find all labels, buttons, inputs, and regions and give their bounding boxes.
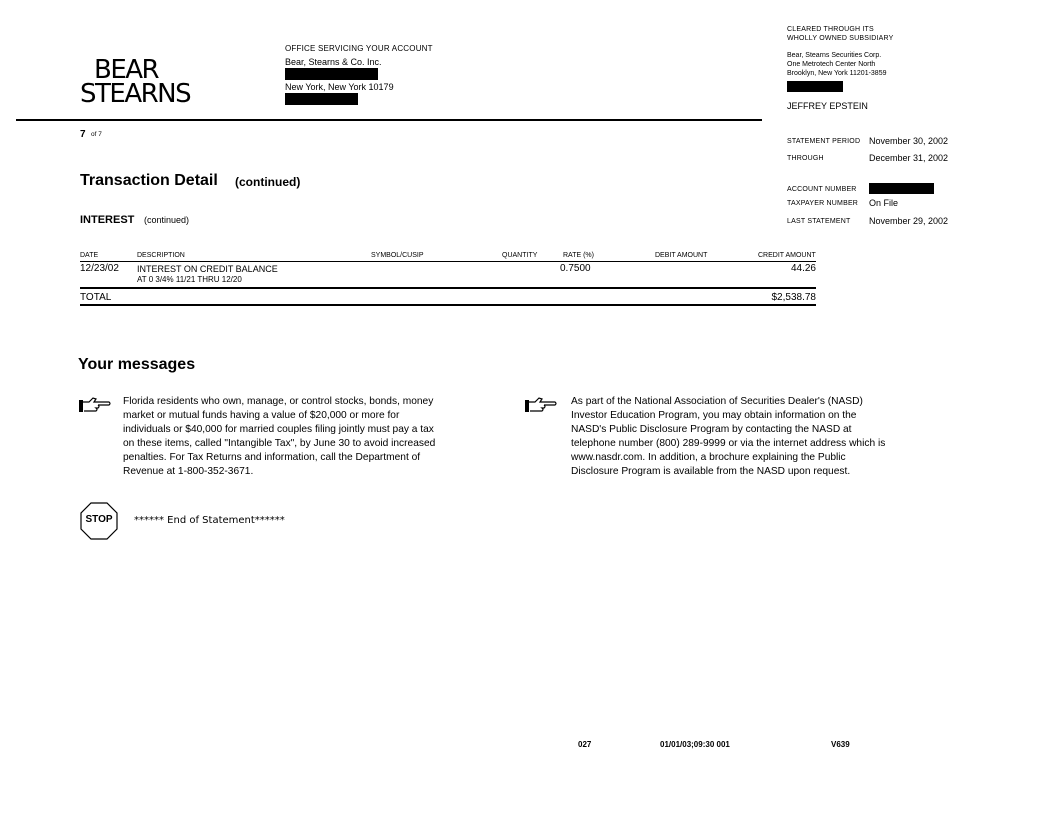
footer-code-3: V639 [831, 740, 850, 749]
section-subtitle: INTEREST [80, 214, 135, 226]
message-line: market or mutual funds having a value of $20,000 or more for [123, 410, 400, 421]
messages-title: Your messages [78, 356, 196, 373]
stop-sign-icon [80, 502, 118, 540]
message-line: telephone number (800) 289-9999 or via the internet address which is [571, 438, 886, 449]
page-number: 7 [80, 129, 86, 140]
message-line: As part of the National Association of Securities Dealer's (NASD) [571, 396, 863, 407]
logo-line-1: BEAR [94, 55, 159, 85]
taxpayer-number-value: On File [869, 198, 899, 208]
client-name: JEFFREY EPSTEIN [787, 101, 868, 111]
message-line: Disclosure Program is available from the NASD upon request. [571, 466, 851, 477]
office-city: New York, New York 10179 [285, 82, 394, 92]
message-line: www.nasdr.com. In addition, a brochure explaining the Public [571, 452, 846, 463]
col-symbol: SYMBOL/CUSIP [371, 252, 424, 259]
col-credit: CREDIT AMOUNT [758, 252, 816, 259]
table-header-rule [80, 261, 816, 262]
clearing-address-2: Brooklyn, New York 11201-3859 [787, 70, 887, 77]
col-date: DATE [80, 252, 99, 259]
message-florida [123, 395, 483, 479]
message-line: NASD's Public Disclosure Program by contacting the NASD at [571, 424, 852, 435]
col-description: DESCRIPTION [137, 252, 185, 259]
pointing-hand-icon [78, 396, 112, 414]
message-line: individuals or $40,000 for married couples filing jointly must pay a tax [123, 424, 434, 435]
header-rule [16, 119, 762, 121]
message-line: penalties. For Tax Returns and information, call the Department of [123, 452, 421, 463]
end-of-statement: ****** End of Statement****** [134, 515, 285, 526]
message-nasd [571, 395, 941, 479]
redaction-office-phone [285, 93, 358, 105]
account-number-label: ACCOUNT NUMBER [787, 186, 857, 193]
redaction-account-number [869, 183, 934, 194]
row-description-2: AT 0 3/4% 11/21 THRU 12/20 [137, 275, 242, 284]
total-bottom-rule [80, 304, 816, 306]
clearing-name: Bear, Stearns Securities Corp. [787, 52, 882, 59]
office-name: Bear, Stearns & Co. Inc. [285, 57, 382, 67]
total-top-rule [80, 287, 816, 289]
total-value: $2,538.78 [771, 292, 816, 303]
through-value: December 31, 2002 [869, 153, 949, 163]
col-quantity: QUANTITY [502, 252, 538, 259]
stop-label: STOP [85, 514, 113, 525]
office-label: OFFICE SERVICING YOUR ACCOUNT [285, 44, 433, 53]
pointing-hand-icon [524, 396, 558, 414]
section-title: Transaction Detail [80, 172, 218, 189]
row-description-1: INTEREST ON CREDIT BALANCE [137, 264, 278, 274]
redaction-office-address [285, 68, 378, 80]
section-subtitle-suffix: (continued) [144, 215, 190, 225]
row-credit: 44.26 [790, 263, 816, 274]
logo-line-2: STEARNS [80, 79, 191, 109]
footer-code-1: 027 [578, 740, 592, 749]
taxpayer-number-label: TAXPAYER NUMBER [787, 200, 859, 207]
col-rate: RATE (%) [563, 252, 594, 259]
message-line: Revenue at 1-800-352-3671. [123, 466, 254, 477]
col-debit: DEBIT AMOUNT [655, 252, 708, 259]
clearing-address-1: One Metrotech Center North [787, 61, 876, 68]
message-line: on these items, called "Intangible Tax", by June 30 to avoid increased [123, 438, 436, 449]
message-line: Florida residents who own, manage, or control stocks, bonds, money [123, 396, 434, 407]
row-date: 12/23/02 [80, 263, 119, 274]
last-statement-value: November 29, 2002 [869, 216, 949, 226]
message-line: Investor Education Program, you may obtain information on the [571, 410, 857, 421]
total-label: TOTAL [80, 292, 112, 303]
footer-code-2: 01/01/03;09:30 001 [660, 740, 730, 749]
statement-period-value: November 30, 2002 [869, 136, 949, 146]
last-statement-label: LAST STATEMENT [787, 218, 851, 225]
cleared-line-2: WHOLLY OWNED SUBSIDIARY [787, 35, 894, 42]
section-title-suffix: (continued) [235, 175, 301, 189]
redaction-client-address [787, 81, 843, 92]
row-rate: 0.7500 [560, 263, 591, 274]
cleared-line-1: CLEARED THROUGH ITS [787, 26, 874, 33]
statement-period-label: STATEMENT PERIOD [787, 138, 861, 145]
through-label: THROUGH [787, 155, 824, 162]
page-total: of 7 [91, 131, 102, 138]
